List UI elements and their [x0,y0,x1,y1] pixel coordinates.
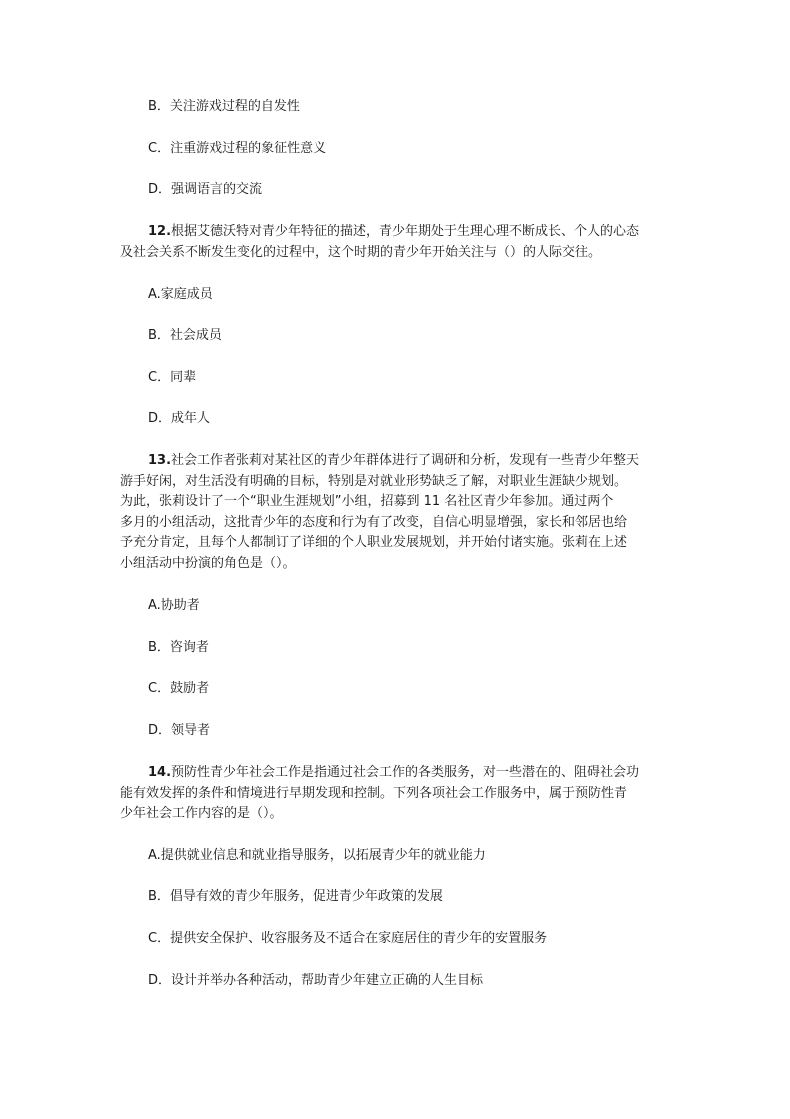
q12-stem-line-1 [120,222,680,243]
q12-option-c: C．同辈 [148,370,197,385]
q13-option-a: A.协助者 [148,598,200,613]
q11-option-d: D．强调语言的交流 [148,182,263,197]
q12-stem [120,222,680,263]
q14-option-c: C．提供安全保护、收容服务及不适合在家庭居住的青少年的安置服务 [148,931,548,946]
q13-stem-line-2: 游手好闲，对生活没有明确的目标，特别是对就业形势缺乏了解，对职业生涯缺少规划。 [120,473,628,489]
q13-number: 13. [148,453,172,468]
q12-number: 12. [148,224,172,239]
q13-stem-line-6: 小组活动中扮演的角色是（）。 [120,555,296,571]
q12-stem-text-1: 根据艾德沃特对青少年特征的描述，青少年期处于生理心理不断成长、个人的心态 [171,224,640,239]
q13-stem-line-5: 予充分肯定，且每个人都制订了详细的个人职业发展规划，并开始付诸实施。张莉在上述 [120,535,628,550]
q12-option-b: B．社会成员 [148,328,222,343]
q14-stem-text-1: 预防性青少年社会工作是指通过社会工作的各类服务，对一些潜在的、阻碍社会功 [171,765,640,780]
q12-stem-line-2: 及社会关系不断发生变化的过程中，这个时期的青少年开始关注与（）的人际交往。 [120,244,602,260]
q14-option-a: A.提供就业信息和就业指导服务，以拓展青少年的就业能力 [148,848,486,863]
q13-option-d: D．领导者 [148,723,211,738]
q12-option-d: D．成年人 [148,411,211,426]
q14-stem-line-1 [120,763,680,784]
q13-stem-text-1: 社会工作者张莉对某社区的青少年群体进行了调研和分析，发现有一些青少年整天 [171,453,640,468]
q11-option-b: B．关注游戏过程的自发性 [148,99,300,114]
q14-option-d: D．设计并举办各种活动，帮助青少年建立正确的人生目标 [148,973,484,988]
q14-stem-line-3: 少年社会工作内容的是（）。 [120,806,283,821]
q14-stem-line-2: 能有效发挥的条件和情境进行早期发现和控制。下列各项社会工作服务中，属于预防性青 [120,785,628,801]
q13-stem-line-1 [120,451,680,472]
q13-option-c: C．鼓励者 [148,681,210,696]
q12-option-a: A.家庭成员 [148,287,213,302]
q13-option-b: B．咨询者 [148,640,209,655]
q13-stem [120,451,680,574]
q14-stem [120,763,680,825]
q14-option-b: B．倡导有效的青少年服务，促进青少年政策的发展 [148,889,443,904]
q14-number: 14. [148,765,172,780]
q13-stem-line-4: 多月的小组活动，这批青少年的态度和行为有了改变，自信心明显增强，家长和邻居也给 [120,514,628,530]
q11-option-c: C．注重游戏过程的象征性意义 [148,141,327,156]
q13-stem-line-3: 为此，张莉设计了一个“职业生涯规划”小组，招募到 11 名社区青少年参加。通过两个 [120,494,614,509]
